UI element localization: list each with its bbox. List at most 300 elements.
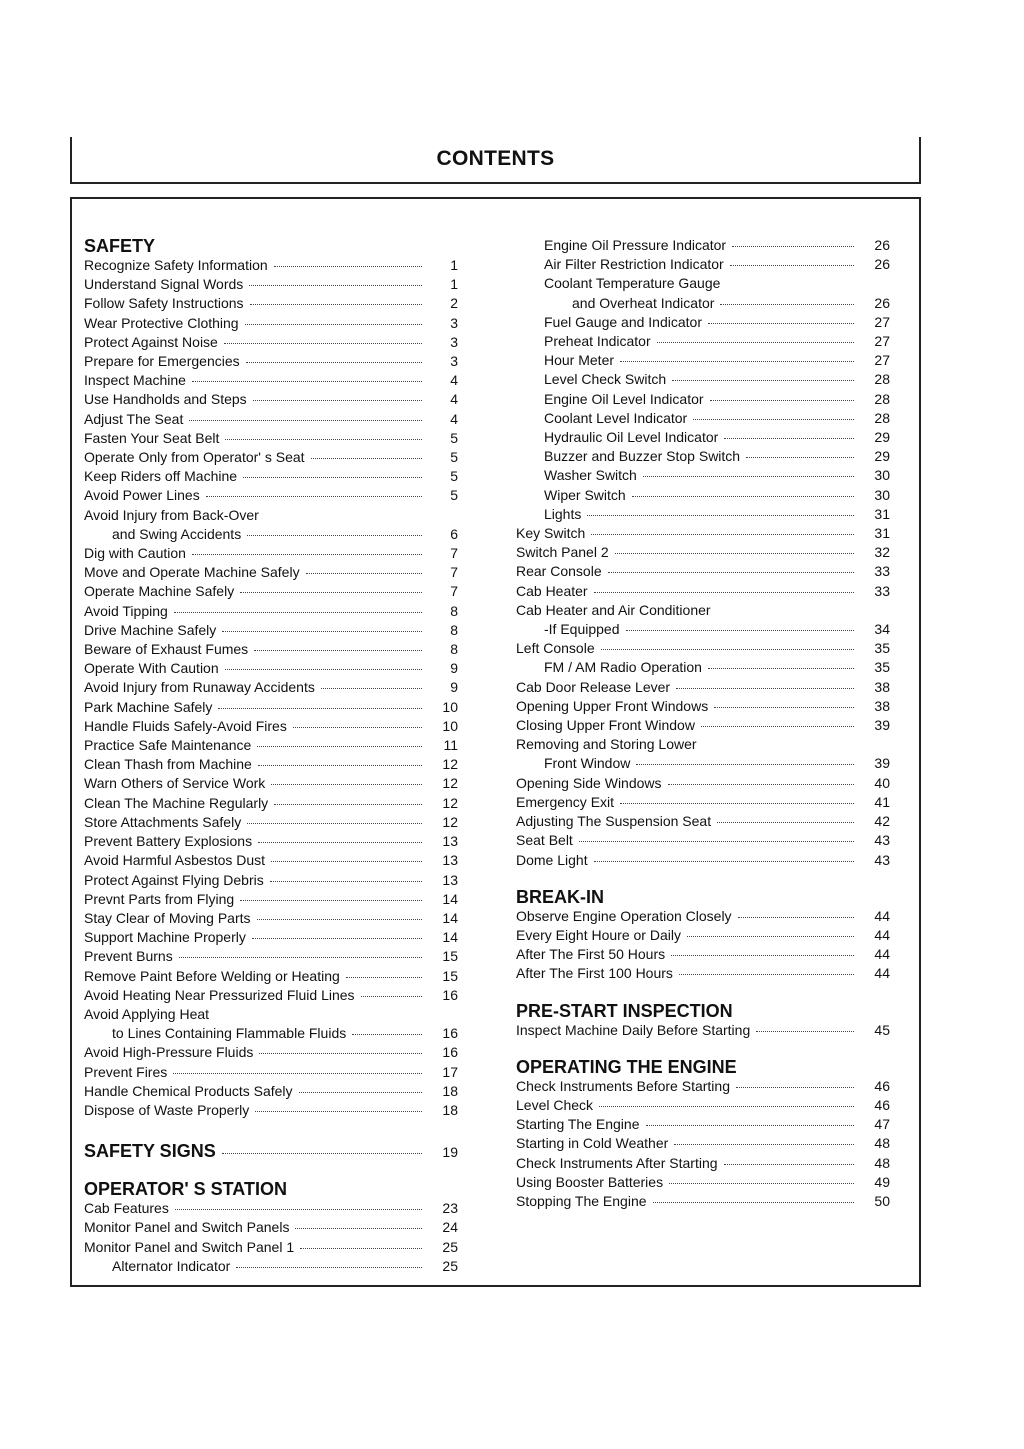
dot-leader bbox=[632, 496, 854, 497]
page-number: 5 bbox=[450, 429, 458, 446]
page-number: 8 bbox=[450, 602, 458, 619]
toc-entry[interactable] bbox=[516, 639, 890, 658]
dot-leader bbox=[271, 784, 422, 785]
toc-entry[interactable] bbox=[84, 506, 458, 525]
page-number: 41 bbox=[874, 793, 890, 810]
page-number: 12 bbox=[442, 775, 458, 792]
page-number: 1 bbox=[450, 276, 458, 293]
dot-leader bbox=[224, 343, 422, 344]
toc-entry-title: Hour Meter bbox=[544, 352, 615, 369]
dot-leader bbox=[352, 1034, 422, 1035]
break-in-entries bbox=[516, 907, 890, 984]
dot-leader bbox=[173, 1073, 422, 1074]
toc-entry[interactable] bbox=[84, 467, 458, 486]
toc-entry-title: Use Handholds and Steps bbox=[84, 391, 247, 408]
toc-entry[interactable] bbox=[84, 448, 458, 467]
page-number: 5 bbox=[450, 487, 458, 504]
dot-leader bbox=[710, 400, 854, 401]
page-number: 5 bbox=[450, 468, 458, 485]
toc-entry[interactable] bbox=[84, 774, 458, 793]
toc-entry[interactable] bbox=[516, 793, 890, 812]
toc-entry[interactable] bbox=[84, 890, 458, 909]
toc-entry[interactable] bbox=[84, 640, 458, 659]
toc-entry[interactable] bbox=[516, 1077, 890, 1096]
toc-entry-title: Key Switch bbox=[516, 525, 586, 542]
toc-entry[interactable] bbox=[84, 371, 458, 390]
toc-entry-title: Fuel Gauge and Indicator bbox=[544, 313, 702, 330]
toc-entry[interactable] bbox=[516, 370, 890, 389]
toc-entry-title: Alternator Indicator bbox=[112, 1257, 231, 1274]
dot-leader bbox=[189, 420, 422, 421]
dot-leader bbox=[724, 1164, 854, 1165]
page-number: 4 bbox=[450, 372, 458, 389]
page-number: 26 bbox=[874, 256, 890, 273]
toc-entry[interactable] bbox=[84, 947, 458, 966]
page-number: 34 bbox=[874, 621, 890, 638]
dot-leader bbox=[587, 515, 854, 516]
page-number: 3 bbox=[450, 333, 458, 350]
toc-entry[interactable] bbox=[84, 1238, 458, 1257]
dot-leader bbox=[708, 668, 854, 669]
toc-entry[interactable] bbox=[516, 562, 890, 581]
toc-entry-title: Clean The Machine Regularly bbox=[84, 794, 269, 811]
toc-entry[interactable] bbox=[516, 754, 890, 773]
dot-leader bbox=[222, 1153, 422, 1154]
section-heading-operating-the-engine: OPERATING THE ENGINE bbox=[516, 1056, 737, 1077]
page-number: 25 bbox=[442, 1238, 458, 1255]
toc-entry-title: Beware of Exhaust Fumes bbox=[84, 641, 249, 658]
toc-entry-title: Protect Against Flying Debris bbox=[84, 871, 264, 888]
toc-entry[interactable] bbox=[84, 871, 458, 890]
dot-leader bbox=[225, 439, 422, 440]
safety-entries bbox=[84, 256, 458, 1120]
toc-entry-safety-signs[interactable] bbox=[84, 1140, 458, 1163]
toc-entry-title: Avoid High-Pressure Fluids bbox=[84, 1044, 254, 1061]
toc-entry-title: Adjust The Seat bbox=[84, 410, 184, 427]
toc-entry-title: Avoid Applying Heat bbox=[84, 1005, 210, 1022]
page-number: 4 bbox=[450, 410, 458, 427]
page-number: 15 bbox=[442, 948, 458, 965]
toc-entry-title: Avoid Harmful Asbestos Dust bbox=[84, 852, 266, 869]
toc-entry-title: Rear Console bbox=[516, 563, 602, 580]
page-number: 38 bbox=[874, 697, 890, 714]
toc-entry[interactable] bbox=[516, 1096, 890, 1115]
toc-entry[interactable] bbox=[516, 926, 890, 945]
toc-entry-title: Cab Features bbox=[84, 1200, 169, 1217]
page-number: 9 bbox=[450, 679, 458, 696]
dot-leader bbox=[245, 324, 422, 325]
page-number: 33 bbox=[874, 563, 890, 580]
toc-entry[interactable] bbox=[516, 332, 890, 351]
dot-leader bbox=[258, 765, 422, 766]
toc-entry-title: Inspect Machine Daily Before Starting bbox=[516, 1021, 751, 1038]
dot-leader bbox=[701, 726, 854, 727]
page-number: 3 bbox=[450, 314, 458, 331]
toc-entry[interactable] bbox=[84, 1005, 458, 1024]
toc-entry-title: Buzzer and Buzzer Stop Switch bbox=[544, 448, 741, 465]
page-number: 7 bbox=[450, 583, 458, 600]
right-column bbox=[516, 236, 890, 1211]
dot-leader bbox=[730, 265, 854, 266]
toc-entry[interactable] bbox=[84, 1218, 458, 1237]
toc-entry-title: Protect Against Noise bbox=[84, 333, 218, 350]
page-number: 30 bbox=[874, 486, 890, 503]
toc-entry[interactable] bbox=[516, 447, 890, 466]
dot-leader bbox=[175, 1209, 422, 1210]
dot-leader bbox=[274, 804, 422, 805]
page-number: 11 bbox=[443, 737, 458, 754]
toc-entry-title: Closing Upper Front Window bbox=[516, 717, 695, 734]
toc-entry[interactable] bbox=[516, 831, 890, 850]
dot-leader bbox=[620, 803, 854, 804]
toc-entry[interactable] bbox=[516, 582, 890, 601]
page-number: 38 bbox=[874, 678, 890, 695]
toc-entry[interactable] bbox=[84, 333, 458, 352]
page-number: 28 bbox=[874, 390, 890, 407]
toc-entry-title: Stopping The Engine bbox=[516, 1192, 647, 1209]
toc-entry[interactable] bbox=[84, 967, 458, 986]
dot-leader bbox=[179, 957, 422, 958]
toc-entry[interactable] bbox=[84, 1101, 458, 1120]
page-number: 14 bbox=[442, 890, 458, 907]
toc-entry-title: Fasten Your Seat Belt bbox=[84, 429, 220, 446]
toc-entry-title: and Overheat Indicator bbox=[572, 294, 715, 311]
dot-leader bbox=[295, 1228, 422, 1229]
toc-entry[interactable] bbox=[516, 236, 890, 255]
toc-entry[interactable] bbox=[516, 678, 890, 697]
dot-leader bbox=[293, 727, 422, 728]
toc-entry-title: Left Console bbox=[516, 640, 595, 657]
toc-entry-title: Support Machine Properly bbox=[84, 929, 246, 946]
dot-leader bbox=[717, 822, 854, 823]
toc-entry[interactable] bbox=[516, 428, 890, 447]
toc-entry-title: Warn Others of Service Work bbox=[84, 775, 266, 792]
dot-leader bbox=[300, 1248, 422, 1249]
page-number: 23 bbox=[442, 1200, 458, 1217]
toc-entry[interactable] bbox=[84, 1063, 458, 1082]
toc-entry-title: Level Check bbox=[516, 1096, 594, 1113]
page-number: 42 bbox=[874, 813, 890, 830]
toc-entry-title: Understand Signal Words bbox=[84, 276, 244, 293]
page-number: 27 bbox=[874, 352, 890, 369]
toc-entry[interactable] bbox=[516, 907, 890, 926]
toc-entry-title: Cab Heater and Air Conditioner bbox=[516, 601, 711, 618]
page-number: 47 bbox=[874, 1116, 890, 1133]
page-number: 25 bbox=[442, 1257, 458, 1274]
toc-entry-title: and Swing Accidents bbox=[112, 525, 242, 542]
toc-entry[interactable] bbox=[516, 812, 890, 831]
toc-entry[interactable] bbox=[516, 1115, 890, 1134]
toc-entry-title: Using Booster Batteries bbox=[516, 1173, 664, 1190]
page-number: 16 bbox=[442, 1044, 458, 1061]
page-number: 13 bbox=[442, 852, 458, 869]
toc-entry-title: Coolant Level Indicator bbox=[544, 409, 688, 426]
page-number: 35 bbox=[874, 640, 890, 657]
toc-entry[interactable] bbox=[516, 1173, 890, 1192]
page-number: 19 bbox=[442, 1144, 458, 1161]
toc-entry-title: to Lines Containing Flammable Fluids bbox=[112, 1025, 347, 1042]
toc-entry-title: Cab Door Release Lever bbox=[516, 678, 671, 695]
page-number: 30 bbox=[874, 467, 890, 484]
operating-engine-entries bbox=[516, 1077, 890, 1211]
dot-leader bbox=[321, 688, 422, 689]
toc-entry[interactable] bbox=[516, 716, 890, 735]
toc-entry-title: Check Instruments After Starting bbox=[516, 1154, 718, 1171]
toc-entry-title: Wiper Switch bbox=[544, 486, 626, 503]
dot-leader bbox=[218, 708, 422, 709]
toc-entry[interactable] bbox=[516, 543, 890, 562]
page-number: 3 bbox=[450, 353, 458, 370]
page-number: 18 bbox=[442, 1082, 458, 1099]
page-number: 16 bbox=[442, 1025, 458, 1042]
dot-leader bbox=[668, 784, 854, 785]
toc-entry-title: Engine Oil Level Indicator bbox=[544, 390, 704, 407]
toc-entry[interactable] bbox=[516, 1154, 890, 1173]
page-number: 18 bbox=[442, 1101, 458, 1118]
page-number: 26 bbox=[874, 237, 890, 253]
dot-leader bbox=[274, 266, 422, 267]
toc-entry[interactable] bbox=[516, 851, 890, 870]
dot-leader bbox=[254, 650, 422, 651]
toc-entry-title: Prevent Burns bbox=[84, 948, 173, 965]
toc-entry[interactable] bbox=[84, 1043, 458, 1062]
toc-entry-title: Practice Safe Maintenance bbox=[84, 737, 252, 754]
toc-entry[interactable] bbox=[516, 1021, 890, 1040]
toc-entry[interactable] bbox=[516, 351, 890, 370]
page-number: 14 bbox=[442, 909, 458, 926]
toc-entry-title: Preheat Indicator bbox=[544, 333, 651, 350]
dot-leader bbox=[270, 881, 422, 882]
dot-leader bbox=[299, 1092, 422, 1093]
dot-leader bbox=[679, 974, 854, 975]
toc-entry[interactable] bbox=[84, 294, 458, 313]
page-number: 48 bbox=[874, 1154, 890, 1171]
page-number: 50 bbox=[874, 1192, 890, 1209]
toc-entry-title: Handle Fluids Safely-Avoid Fires bbox=[84, 717, 287, 734]
toc-entry[interactable] bbox=[516, 486, 890, 505]
page-number: 44 bbox=[874, 965, 890, 982]
toc-entry[interactable] bbox=[516, 964, 890, 983]
dot-leader bbox=[736, 1087, 854, 1088]
toc-entry[interactable] bbox=[84, 1199, 458, 1218]
toc-entry[interactable] bbox=[84, 986, 458, 1005]
toc-entry-title: Starting The Engine bbox=[516, 1116, 640, 1133]
toc-entry[interactable] bbox=[84, 851, 458, 870]
toc-entry-title: Switch Panel 2 bbox=[516, 544, 609, 561]
toc-entry[interactable] bbox=[84, 717, 458, 736]
toc-entry-title: Prevent Battery Explosions bbox=[84, 833, 253, 850]
page-number: 43 bbox=[874, 851, 890, 868]
toc-entry[interactable] bbox=[516, 774, 890, 793]
toc-entry[interactable] bbox=[84, 314, 458, 333]
toc-entry[interactable] bbox=[84, 602, 458, 621]
toc-entry[interactable] bbox=[516, 658, 890, 677]
dot-leader bbox=[259, 1053, 422, 1054]
toc-entry-title: Remove Paint Before Welding or Heating bbox=[84, 967, 340, 984]
toc-entry-title: Dome Light bbox=[516, 851, 588, 868]
toc-entry-title: -If Equipped bbox=[544, 621, 620, 638]
page-number: 5 bbox=[450, 449, 458, 466]
toc-entry[interactable] bbox=[84, 410, 458, 429]
dot-leader bbox=[253, 400, 422, 401]
section-heading-pre-start-inspection: PRE-START INSPECTION bbox=[516, 1000, 733, 1021]
toc-entry[interactable] bbox=[516, 390, 890, 409]
toc-entry[interactable] bbox=[516, 294, 890, 313]
toc-entry[interactable] bbox=[84, 390, 458, 409]
toc-entry-title: Seat Belt bbox=[516, 832, 573, 849]
toc-entry-title: Prepare for Emergencies bbox=[84, 353, 240, 370]
toc-entry[interactable] bbox=[516, 601, 890, 620]
toc-entry-title: Front Window bbox=[544, 755, 631, 772]
toc-entry[interactable] bbox=[84, 1082, 458, 1101]
page-number: 2 bbox=[450, 295, 458, 312]
toc-entry[interactable] bbox=[516, 1134, 890, 1153]
dot-leader bbox=[594, 592, 854, 593]
dot-leader bbox=[594, 861, 854, 862]
safety-signs-heading: SAFETY SIGNS bbox=[84, 1141, 216, 1162]
toc-entry-title: Drive Machine Safely bbox=[84, 621, 217, 638]
page-number: 31 bbox=[874, 505, 890, 522]
dot-leader bbox=[599, 1106, 854, 1107]
dot-leader bbox=[346, 977, 422, 978]
toc-entry[interactable] bbox=[516, 466, 890, 485]
toc-entry[interactable] bbox=[516, 620, 890, 639]
toc-entry[interactable] bbox=[84, 486, 458, 505]
operators-station-entries bbox=[84, 1199, 458, 1276]
dot-leader bbox=[252, 938, 422, 939]
contents-header-box bbox=[70, 137, 921, 184]
toc-entry-title: Monitor Panel and Switch Panel 1 bbox=[84, 1238, 295, 1255]
toc-entry-title: Recognize Safety Information bbox=[84, 257, 268, 273]
dot-leader bbox=[206, 496, 422, 497]
dot-leader bbox=[257, 919, 422, 920]
toc-entry-title: Operate Only from Operator' s Seat bbox=[84, 449, 305, 466]
toc-entry[interactable] bbox=[84, 352, 458, 371]
toc-entry[interactable] bbox=[84, 1024, 458, 1043]
toc-entry[interactable] bbox=[516, 524, 890, 543]
toc-entry-title: Keep Riders off Machine bbox=[84, 468, 238, 485]
page-number: 46 bbox=[874, 1096, 890, 1113]
page-number: 33 bbox=[874, 582, 890, 599]
toc-entry[interactable] bbox=[516, 409, 890, 428]
toc-entry[interactable] bbox=[84, 1257, 458, 1276]
toc-entry[interactable] bbox=[516, 255, 890, 274]
dot-leader bbox=[620, 361, 854, 362]
page-number: 29 bbox=[874, 429, 890, 446]
toc-entry-title: Emergency Exit bbox=[516, 793, 615, 810]
section-heading-operators-station: OPERATOR' S STATION bbox=[84, 1179, 287, 1200]
toc-entry-title: Lights bbox=[544, 505, 582, 522]
toc-entry-title: Follow Safety Instructions bbox=[84, 295, 244, 312]
toc-entry[interactable] bbox=[84, 544, 458, 563]
toc-entry[interactable] bbox=[84, 813, 458, 832]
toc-entry-title: Wear Protective Clothing bbox=[84, 314, 239, 331]
toc-entry-title: Cab Heater bbox=[516, 582, 588, 599]
dot-leader bbox=[636, 764, 854, 765]
toc-entry-title: Removing and Storing Lower bbox=[516, 736, 697, 753]
toc-entry[interactable] bbox=[84, 525, 458, 544]
toc-entry[interactable] bbox=[84, 582, 458, 601]
dot-leader bbox=[240, 592, 422, 593]
toc-entry-title: Clean Thash from Machine bbox=[84, 756, 252, 773]
dot-leader bbox=[646, 1125, 855, 1126]
dot-leader bbox=[591, 534, 854, 535]
dot-leader bbox=[258, 842, 422, 843]
toc-entry[interactable] bbox=[84, 909, 458, 928]
dot-leader bbox=[615, 553, 854, 554]
toc-entry[interactable] bbox=[516, 1192, 890, 1211]
page-number: 49 bbox=[874, 1173, 890, 1190]
toc-entry[interactable] bbox=[516, 945, 890, 964]
dot-leader bbox=[608, 572, 854, 573]
page-number: 39 bbox=[874, 717, 890, 734]
page-number: 26 bbox=[874, 294, 890, 311]
dot-leader bbox=[255, 1111, 422, 1112]
toc-entry[interactable] bbox=[84, 275, 458, 294]
toc-entry-title: Dispose of Waste Properly bbox=[84, 1101, 250, 1118]
dot-leader bbox=[240, 900, 422, 901]
dot-leader bbox=[271, 861, 422, 862]
toc-entry[interactable] bbox=[84, 256, 458, 275]
page-number: 12 bbox=[442, 813, 458, 830]
page-number: 7 bbox=[450, 545, 458, 562]
dot-leader bbox=[601, 649, 854, 650]
page-number: 15 bbox=[442, 967, 458, 984]
toc-entry[interactable] bbox=[84, 621, 458, 640]
toc-entry-title: Every Eight Houre or Daily bbox=[516, 926, 681, 943]
toc-entry[interactable] bbox=[84, 563, 458, 582]
toc-entry[interactable] bbox=[84, 698, 458, 717]
page-title: CONTENTS bbox=[436, 147, 555, 170]
toc-entry-title: Opening Upper Front Windows bbox=[516, 697, 709, 714]
toc-entry[interactable] bbox=[84, 832, 458, 851]
page-number: 6 bbox=[450, 525, 458, 542]
toc-entry-title: Air Filter Restriction Indicator bbox=[544, 256, 724, 273]
dot-leader bbox=[671, 955, 854, 956]
page-number: 43 bbox=[874, 832, 890, 849]
toc-entry[interactable] bbox=[516, 313, 890, 332]
dot-leader bbox=[643, 476, 854, 477]
toc-entry[interactable] bbox=[84, 928, 458, 947]
toc-entry-title: Prevnt Parts from Flying bbox=[84, 890, 235, 907]
toc-entry[interactable] bbox=[516, 735, 890, 754]
toc-entry[interactable] bbox=[84, 678, 458, 697]
dot-leader bbox=[626, 630, 855, 631]
dot-leader bbox=[361, 996, 422, 997]
toc-entry[interactable] bbox=[84, 794, 458, 813]
toc-entry[interactable] bbox=[84, 659, 458, 678]
dot-leader bbox=[714, 707, 854, 708]
toc-entry[interactable] bbox=[84, 755, 458, 774]
toc-entry[interactable] bbox=[516, 505, 890, 524]
left-column bbox=[84, 236, 458, 1276]
page-number: 44 bbox=[874, 907, 890, 924]
page-number: 7 bbox=[450, 564, 458, 581]
dot-leader bbox=[672, 380, 854, 381]
toc-entry[interactable] bbox=[84, 429, 458, 448]
page-number: 27 bbox=[874, 333, 890, 350]
toc-entry-title: Opening Side Windows bbox=[516, 774, 662, 791]
dot-leader bbox=[246, 362, 422, 363]
page-number: 48 bbox=[874, 1135, 890, 1152]
toc-entry-title: Dig with Caution bbox=[84, 545, 186, 562]
page-number: 44 bbox=[874, 926, 890, 943]
toc-entry[interactable] bbox=[84, 736, 458, 755]
page-number: 9 bbox=[450, 660, 458, 677]
toc-entry[interactable] bbox=[516, 274, 890, 293]
dot-leader bbox=[192, 554, 422, 555]
toc-entry[interactable] bbox=[516, 697, 890, 716]
